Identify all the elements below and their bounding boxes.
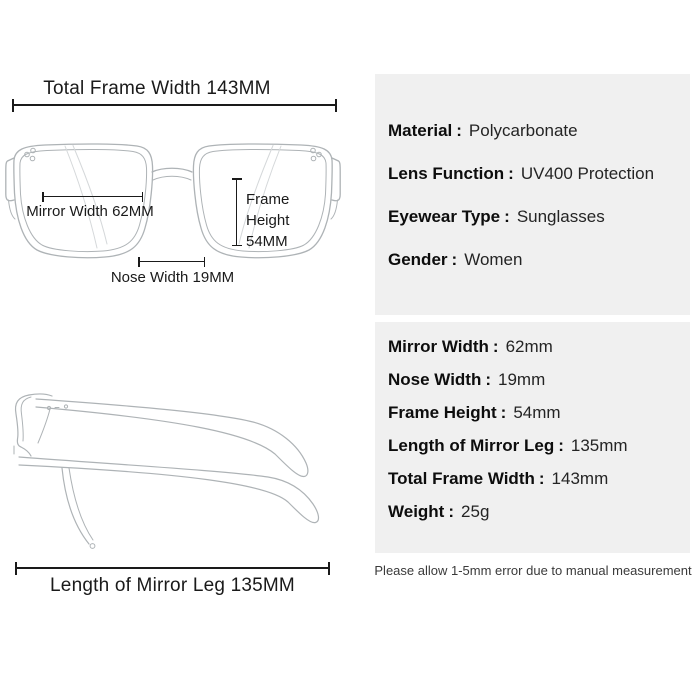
mirror-width-dimension-line: [42, 196, 143, 197]
spec-label: Frame Height: [388, 403, 497, 422]
spec-row-lens-function: [388, 164, 680, 184]
spec-row-mirror-width: [388, 337, 680, 357]
spec-colon: :: [538, 469, 545, 488]
frame-height-label: [246, 189, 289, 252]
spec-label: Lens Function: [388, 164, 505, 183]
spec-value: Women: [464, 250, 523, 269]
frame-height-label-line3: 54MM: [246, 233, 288, 250]
spec-panel-primary: [375, 74, 690, 315]
nose-width-dimension-line: [138, 261, 205, 262]
spec-value: UV400 Protection: [520, 164, 655, 183]
spec-value: Polycarbonate: [468, 121, 578, 140]
spec-value: 135mm: [570, 436, 628, 455]
spec-label: Material: [388, 121, 453, 140]
spec-colon: :: [558, 436, 564, 455]
spec-label: Weight: [388, 502, 445, 521]
spec-value: 62mm: [505, 337, 553, 356]
spec-label: Total Frame Width: [388, 469, 535, 488]
glasses-side-sketch: [5, 383, 345, 555]
spec-panel-dimensions: [375, 322, 690, 553]
spec-colon: :: [500, 403, 507, 422]
frame-height-label-line1: Frame: [246, 191, 290, 208]
spec-colon: :: [456, 121, 462, 140]
spec-row-nose-width: [388, 370, 680, 390]
mirror-width-label: Mirror Width 62MM: [26, 203, 154, 220]
spec-colon: :: [451, 250, 458, 269]
spec-row-eyewear-type: [388, 207, 680, 227]
mirror-leg-title: Length of Mirror Leg 135MM: [50, 575, 295, 596]
spec-row-mirror-leg-length: [388, 436, 680, 456]
spec-colon: :: [508, 164, 514, 183]
spec-colon: :: [485, 370, 492, 389]
spec-row-weight: [388, 502, 680, 522]
total-frame-width-title: Total Frame Width 143MM: [43, 78, 271, 99]
spec-row-material: [388, 121, 680, 141]
spec-label: Gender: [388, 250, 448, 269]
spec-value: 19mm: [498, 370, 546, 389]
nose-width-label: Nose Width 19MM: [110, 269, 235, 286]
spec-value: Sunglasses: [516, 207, 605, 226]
spec-label: Nose Width: [388, 370, 482, 389]
total-frame-width-dimension-line: [12, 104, 337, 106]
spec-value: 143mm: [551, 469, 609, 488]
spec-colon: :: [492, 337, 499, 356]
spec-row-frame-height: [388, 403, 680, 423]
spec-row-gender: [388, 250, 680, 270]
frame-height-label-line2: Height: [246, 212, 290, 229]
measurement-disclaimer: Please allow 1-5mm error due to manual measurement: [374, 563, 692, 578]
spec-colon: :: [448, 502, 455, 521]
mirror-leg-dimension-line: [15, 567, 330, 569]
spec-label: Eyewear Type: [388, 207, 501, 226]
spec-label: Mirror Width: [388, 337, 489, 356]
spec-row-total-frame-width: [388, 469, 680, 489]
spec-value: 54mm: [513, 403, 561, 422]
frame-height-dimension-line: [236, 178, 237, 246]
spec-label: Length of Mirror Leg: [388, 436, 555, 455]
spec-colon: :: [504, 207, 510, 226]
spec-value: 25g: [461, 502, 490, 521]
